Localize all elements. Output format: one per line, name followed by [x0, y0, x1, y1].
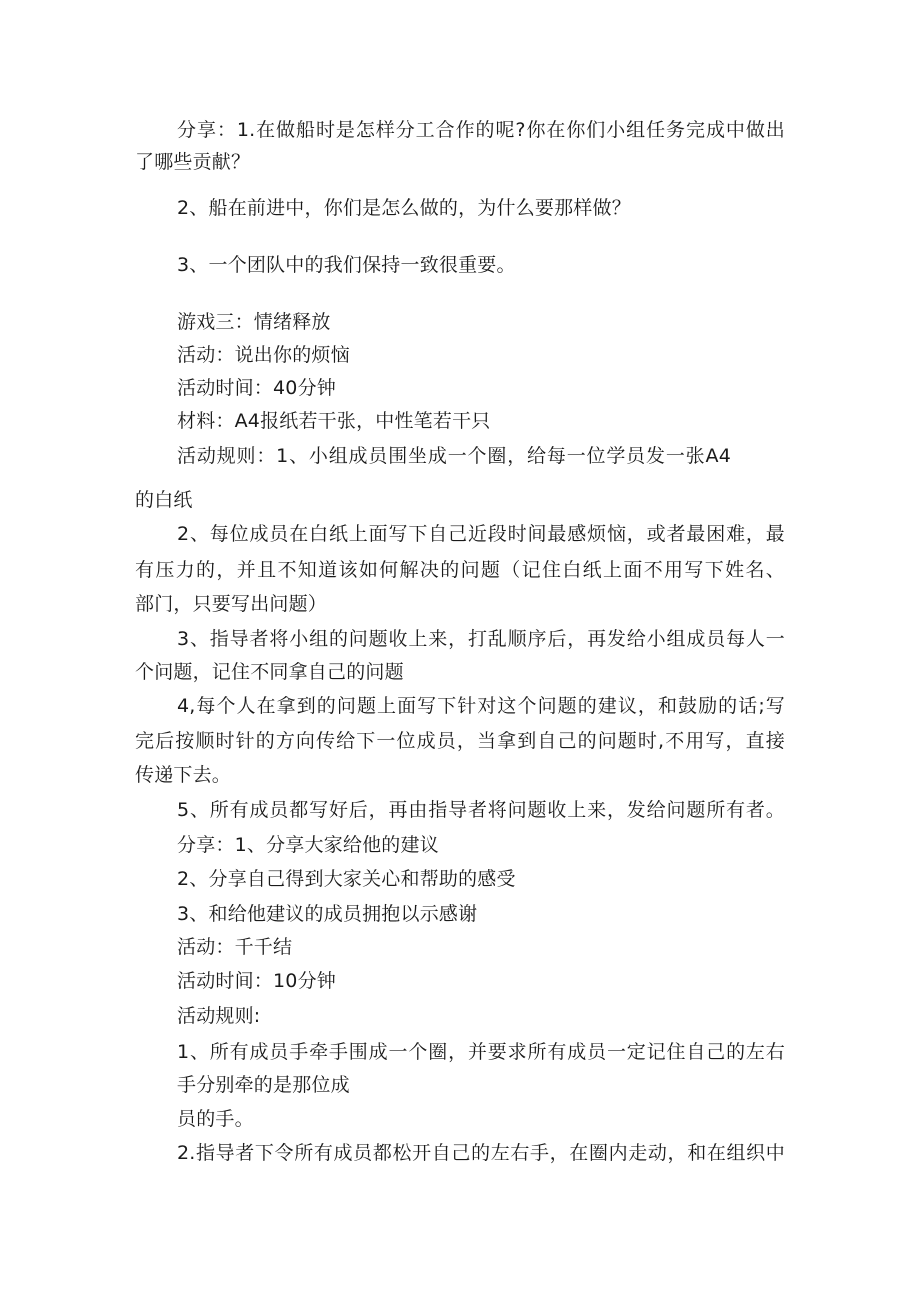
text-line: 个问题，记住不同拿自己的问题: [135, 661, 404, 683]
text-line: 3、指导者将小组的问题收上来，打乱顺序后，再发给小组成员每人一: [177, 628, 785, 650]
text-line: 活动：千千结: [177, 936, 293, 958]
text-line: 部门，只要写出问题）: [135, 593, 328, 615]
text-line: 活动时间：40分钟: [177, 377, 336, 399]
text-line: 分享：1、分享大家给他的建议: [177, 834, 439, 856]
text-line: 材料：A4报纸若干张，中性笔若干只: [177, 410, 491, 432]
text-line: 3、一个团队中的我们保持一致很重要。: [177, 254, 516, 276]
text-line: 5、所有成员都写好后，再由指导者将问题收上来，发给问题所有者。: [177, 799, 785, 821]
text-line: 员的手。: [177, 1108, 254, 1130]
text-line: 活动：说出你的烦恼: [177, 344, 350, 366]
text-line: 活动规则:: [177, 1005, 261, 1027]
text-line: 手分别牵的是那位成: [177, 1074, 350, 1096]
text-line: 3、和给他建议的成员拥抱以示感谢: [177, 903, 478, 925]
text-line: 4,每个人在拿到的问题上面写下针对这个问题的建议，和鼓励的话;写: [177, 695, 785, 717]
text-line: 2.指导者下令所有成员都松开自己的左右手，在圈内走动，和在组织中: [177, 1142, 785, 1164]
text-line: 完后按顺时针的方向传给下一位成员，当拿到自己的问题时,不用写，直接: [135, 730, 785, 752]
text-line: 2、船在前进中，你们是怎么做的，为什么要那样做？: [177, 197, 631, 219]
text-line: 有压力的，并且不知道该如何解决的问题（记住白纸上面不用写下姓名、: [135, 559, 785, 581]
text-line: 1、所有成员手牵手围成一个圈，并要求所有成员一定记住自己的左右: [177, 1041, 785, 1063]
text-line: 2、每位成员在白纸上面写下自己近段时间最感烦恼，或者最困难，最: [177, 523, 785, 545]
text-line: 了哪些贡献？: [135, 151, 251, 173]
text-line: 分享：1.在做船时是怎样分工合作的呢?你在你们小组任务完成中做出: [177, 119, 785, 141]
text-line: 活动规则：1、小组成员围坐成一个圈，给每一位学员发一张A4: [177, 445, 731, 467]
section-heading: 游戏三：情绪释放: [177, 311, 331, 333]
text-line: 传递下去。: [135, 764, 232, 786]
text-line: 的白纸: [135, 489, 193, 511]
text-line: 活动时间：10分钟: [177, 970, 336, 992]
text-line: 2、分享自己得到大家关心和帮助的感受: [177, 868, 516, 890]
